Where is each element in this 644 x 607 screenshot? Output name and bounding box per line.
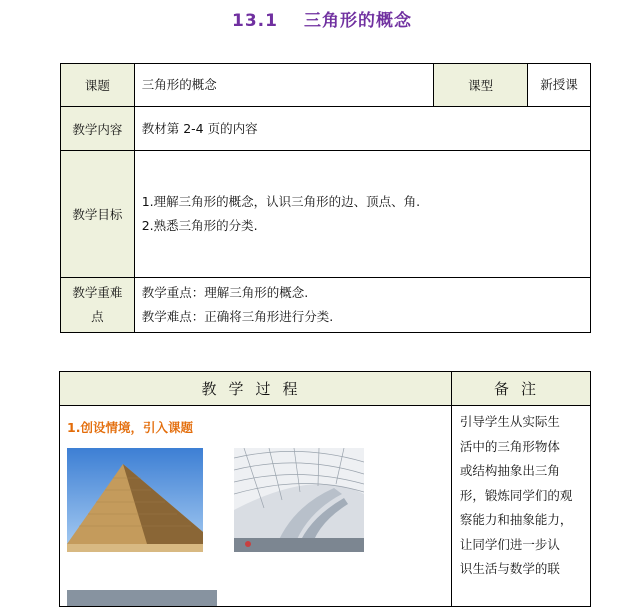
content-value: 教材第 2-4 页的内容 [134,107,590,151]
process-header [60,372,452,406]
process-body [60,406,452,607]
teaching-process-table [59,371,591,607]
keypoints-label [61,278,135,333]
step-1-title: 1.创设情境，引入课题 [67,420,193,435]
partial-photo [67,590,217,606]
goal-item: 1.理解三角形的概念，认识三角形的边、顶点、角. [141,194,421,209]
stadium-roof-photo [234,448,364,552]
note-line: 识生活与数学的联 [459,561,560,576]
page-title [0,6,644,31]
type-value: 新授课 [528,64,591,107]
lesson-info-table [60,63,591,333]
goals-cell [134,151,590,278]
goal-item: 2.熟悉三角形的分类. [141,218,258,233]
note-line: 活中的三角形物体 [459,438,560,454]
note-line: 让同学们进一步认 [459,536,560,552]
keypoints-label-line: 点 [91,309,104,324]
note-line: 形，锻炼同学们的观 [459,487,573,503]
keypoints-cell [134,278,590,333]
notes-cell [451,406,590,607]
lesson-title: 三角形的概念 [303,11,412,31]
note-line: 察能力和抽象能力， [459,512,573,527]
note-line: 或结构抽象出三角 [459,463,560,478]
topic-value: 三角形的概念 [134,64,433,107]
process-header-text: 教学过程 [201,380,310,398]
topic-label: 课题 [61,64,135,107]
goals-label: 教学目标 [61,151,135,278]
notes-header [451,372,590,406]
keypoint-item: 教学难点：正确将三角形进行分类. [141,309,334,324]
partial-photo [282,594,318,602]
keypoint-item: 教学重点：理解三角形的概念. [141,285,309,300]
keypoints-label-line: 教学重难 [72,285,123,300]
note-line: 引导学生从实际生 [459,414,560,429]
notes-header-text: 备注 [493,380,548,398]
content-label: 教学内容 [61,107,135,151]
pyramid-photo [67,448,203,552]
type-label: 课型 [434,64,528,107]
section-number: 13.1 [232,11,278,31]
